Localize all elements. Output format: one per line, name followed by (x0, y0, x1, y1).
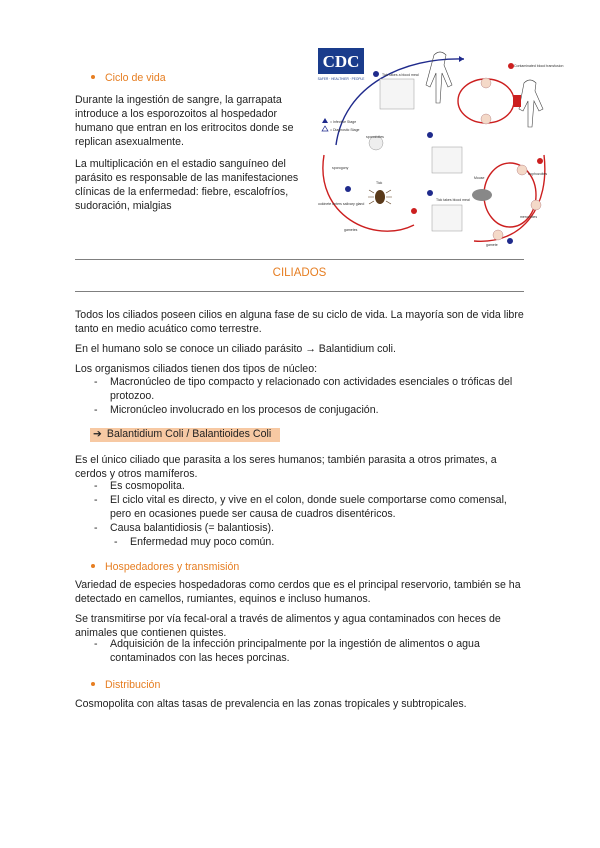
cdc-logo-text: CDC (322, 52, 360, 71)
arrow-icon: ➔ (93, 428, 102, 440)
ciliados-paragraph-3: Los organismos ciliados tienen dos tipos de núcleo: (75, 363, 318, 375)
hospedadores-list (90, 638, 527, 666)
merozoite-rbc-icon (531, 200, 541, 210)
heading-text: Hospedadores y transmisión (105, 561, 240, 573)
divider-bottom (75, 291, 524, 292)
tick-icon (375, 190, 385, 204)
heading-text: Ciclo de vida (105, 72, 166, 84)
tick-meal-box-3 (432, 205, 462, 231)
list-item: - Adquisición de la infección principalmente por la ingestión de alimentos o agua contaminados con las heces porcinas. (90, 638, 527, 666)
list-item: - Causa balantidiosis (= balantiosis). (90, 522, 527, 536)
merozoites-label: merozoites (520, 215, 538, 219)
step-marker-icon (427, 190, 433, 196)
gametes-label: gametes (344, 228, 358, 232)
contaminated-label: Contaminated blood transfusion (514, 64, 564, 68)
step-marker-icon (507, 238, 513, 244)
highlight-text: Balantidium Coli / Balantioides Coli (106, 428, 272, 440)
trophozoite-cell-icon (481, 114, 491, 124)
merozoite-cell-icon (481, 78, 491, 88)
life-cycle-svg (314, 45, 564, 250)
balantidium-paragraph: Es el único ciliado que parasita a los seres humanos; también parasita a otros primates, a cerdos y otros mamíferos. (75, 454, 497, 480)
ciliados-paragraph-2: En el humano solo se conoce un ciliado parásito → Balantidium coli. (75, 343, 396, 355)
sporozoites-label: sporozoites (366, 135, 384, 139)
ookinete-label: ookinete enters salivary gland (318, 202, 365, 206)
section-heading-distribucion (91, 679, 160, 693)
legend-infective: = Infective Stage (330, 120, 357, 124)
bullet-icon (91, 682, 95, 686)
tick-meal-box-2 (432, 147, 462, 173)
step-marker-icon (345, 186, 351, 192)
infective-stage-icon (322, 118, 328, 123)
heading-text: Distribución (105, 679, 161, 691)
blood-bag-icon (513, 95, 521, 107)
hospedadores-paragraph-2: Se transmitirse por vía fecal-oral a través de alimentos y agua contaminados con heces de animales que contienen quistes. (75, 613, 501, 639)
trophozoites-label: trophozoites (528, 172, 548, 176)
mouse-label: Mouse (474, 176, 485, 180)
step-marker-icon (411, 208, 417, 214)
ciliados-paragraph-1: Todos los ciliados poseen cilios en alguna fase de su ciclo de vida. La mayoría son de vida libre tanto en medio acuático como terrestre. (75, 309, 524, 335)
diagnostic-stage-icon (322, 126, 328, 131)
list-item: - Macronúcleo de tipo compacto y relacionado con actividades esenciales o tróficas del protozoo. (90, 376, 527, 404)
trophozoite-rbc-icon (517, 165, 527, 175)
intro-paragraph-1: Durante la ingestión de sangre, la garrapata introduce a los esporozoitos al hospedador humano que entran en los eritrocitos donde se replican asexualmente. (75, 94, 294, 148)
list-item: - Micronúcleo involucrado en los procesos de conjugación. (90, 404, 527, 418)
distribucion-paragraph: Cosmopolita con altas tasas de prevalencia en las zonas tropicales y subtropicales. (75, 698, 467, 710)
tick-meal-label-2: Tick takes blood meal (436, 198, 470, 202)
step-marker-icon (537, 158, 543, 164)
section-heading-hospedadores (91, 561, 239, 575)
cdc-logo-sub: SAFER · HEALTHIER · PEOPLE (317, 77, 365, 81)
section-title-ciliados: CILIADOS (272, 267, 327, 279)
section-heading-ciclo (91, 72, 166, 86)
intro-paragraph-2: La multiplicación en el estadio sanguíneo del parásito es responsable de las manifestaciones clínicas de la enfermedad: fiebre, escalofríos, sudoración, mialgias (75, 158, 299, 212)
list-subitem: - Enfermedad muy poco común. (90, 536, 527, 550)
tick-meal-label: Tick takes a blood meal (382, 73, 419, 77)
arrow-head-icon (459, 56, 464, 62)
list-item: - Es cosmopolita. (90, 480, 527, 494)
step-marker-icon (427, 132, 433, 138)
divider-top (75, 259, 524, 260)
balantidium-highlight (90, 428, 280, 442)
step-marker-icon (373, 71, 379, 77)
hospedadores-paragraph-1: Variedad de especies hospedadoras como cerdos que es el principal reservorio, también se ha detectado en camellos, rumiantes, equinos e incluso humanos. (75, 579, 521, 605)
legend-diagnostic: = Diagnostic Stage (330, 128, 360, 132)
list-item: - El ciclo vital es directo, y vive en el colon, donde suele comportarse como comensal, pero en ocasiones puede ser causa de cuadros disentéricos. (90, 494, 527, 522)
tick-label: Tick (376, 181, 383, 185)
balantidium-traits-list (90, 480, 527, 550)
sporogony-label: sporogony (332, 166, 349, 170)
gametocyte-rbc-icon (493, 230, 503, 240)
human-figure-right-icon (519, 80, 543, 127)
nuclei-list (90, 376, 527, 418)
bullet-icon (91, 564, 95, 568)
step-marker-icon (508, 63, 514, 69)
tick-meal-box (380, 79, 414, 109)
gametocytes-label: gamete (486, 243, 498, 247)
mouse-icon (472, 189, 492, 201)
babesia-life-cycle-diagram (314, 45, 564, 250)
bullet-icon (91, 75, 95, 79)
